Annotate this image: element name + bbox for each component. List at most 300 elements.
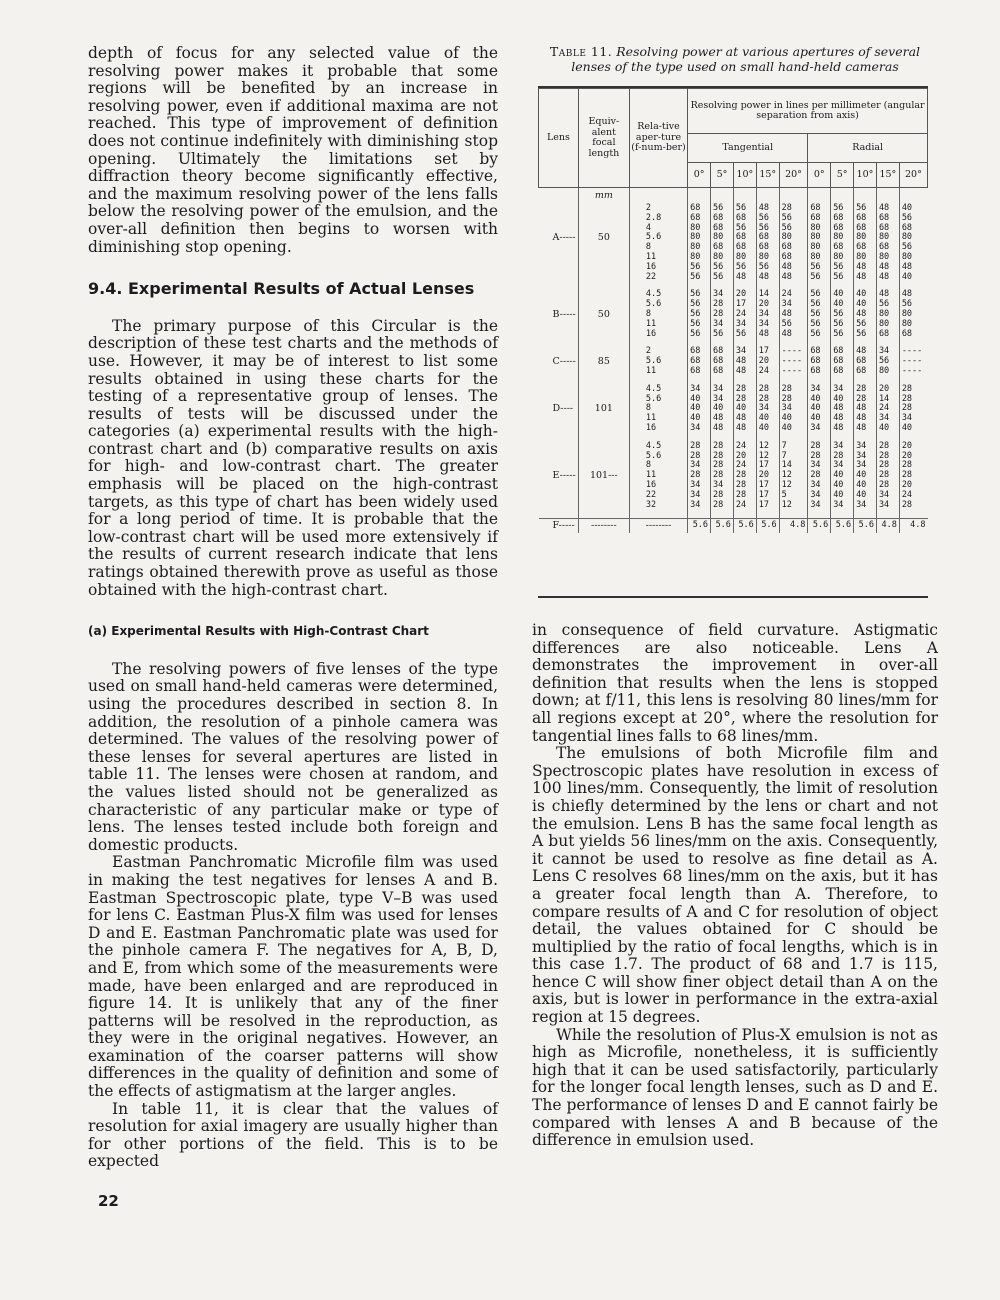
aperture-cell: 16 [629, 330, 687, 340]
value-cell: 34 [899, 414, 927, 424]
value-cell: 28 [899, 461, 927, 471]
value-cell: 7 [779, 452, 808, 462]
header-angle: 10° [854, 163, 877, 188]
value-cell: 68 [688, 347, 711, 357]
value-cell: 28 [711, 471, 734, 481]
value-cell: 56 [831, 320, 854, 330]
focal-length-cell [578, 290, 629, 300]
focal-length-cell [578, 442, 629, 452]
value-cell: 12 [756, 442, 779, 452]
value-cell: 28 [756, 395, 779, 405]
value-cell: 20 [733, 290, 756, 300]
value-cell: 24 [733, 461, 756, 471]
header-angle: 20° [779, 163, 808, 188]
value-cell: 34 [688, 385, 711, 395]
value-cell: 56 [733, 330, 756, 340]
value-cell: 40 [854, 481, 877, 491]
value-cell: 24 [779, 290, 808, 300]
value-cell: 48 [876, 273, 899, 283]
value-cell: 56 [808, 330, 831, 340]
table-row [539, 310, 928, 320]
value-cell: 56 [808, 310, 831, 320]
value-cell: 28 [779, 395, 808, 405]
value-cell: 28 [808, 442, 831, 452]
value-cell: 28 [779, 204, 808, 214]
value-cell: 68 [876, 224, 899, 234]
value-cell: 28 [688, 452, 711, 462]
value-cell: 56 [808, 320, 831, 330]
value-cell: ---- [899, 347, 927, 357]
value-cell: 34 [831, 501, 854, 511]
value-cell: 28 [899, 385, 927, 395]
lens-cell [539, 263, 579, 273]
value-cell: 34 [779, 404, 808, 414]
table-grid [538, 88, 928, 533]
lens-cell [539, 385, 579, 395]
value-cell: 17 [733, 300, 756, 310]
lens-cell [539, 481, 579, 491]
focal-length-cell [578, 263, 629, 273]
section-title: 9.4. Experimental Results of Actual Lenses [88, 279, 475, 299]
value-cell: 68 [831, 347, 854, 357]
value-cell: 40 [688, 414, 711, 424]
table-row [539, 491, 928, 501]
value-cell: 48 [779, 263, 808, 273]
value-cell: 34 [711, 290, 734, 300]
value-cell: 48 [854, 273, 877, 283]
value-cell: 34 [854, 442, 877, 452]
value-cell: 40 [854, 300, 877, 310]
value-cell: 34 [733, 320, 756, 330]
value-cell: 68 [808, 204, 831, 214]
value-cell: 56 [854, 204, 877, 214]
aperture-cell: 5.6 [629, 300, 687, 310]
header-angle: 10° [733, 163, 756, 188]
table-row [539, 300, 928, 310]
value-cell: 80 [688, 243, 711, 253]
value-cell: 48 [756, 273, 779, 283]
value-cell: 20 [899, 452, 927, 462]
value-cell: 56 [831, 204, 854, 214]
header-angle: 15° [876, 163, 899, 188]
value-cell: 34 [808, 501, 831, 511]
focal-length-cell [578, 481, 629, 491]
value-cell: 48 [779, 273, 808, 283]
value-cell: 68 [876, 243, 899, 253]
table-row [539, 320, 928, 330]
value-cell: 68 [854, 214, 877, 224]
value-cell: 17 [756, 347, 779, 357]
value-cell: 80 [831, 233, 854, 243]
value-cell: ---- [899, 357, 927, 367]
value-cell: 34 [831, 385, 854, 395]
value-cell: 48 [733, 273, 756, 283]
value-cell: 80 [899, 320, 927, 330]
value-cell: 48 [756, 330, 779, 340]
aperture-cell: 4.5 [629, 442, 687, 452]
value-cell: 56 [756, 263, 779, 273]
value-cell: 48 [831, 424, 854, 434]
value-cell: 34 [808, 481, 831, 491]
value-cell: 56 [876, 357, 899, 367]
lens-cell: C----- [552, 356, 576, 368]
value-cell: 4.8 [779, 519, 808, 534]
value-cell: 28 [899, 471, 927, 481]
value-cell: 80 [854, 253, 877, 263]
value-cell: 56 [899, 300, 927, 310]
lens-cell: E----- [552, 470, 576, 482]
value-cell: 56 [779, 320, 808, 330]
value-cell: 34 [779, 300, 808, 310]
value-cell: 56 [688, 310, 711, 320]
table-row [539, 424, 928, 434]
header-angle: 15° [756, 163, 779, 188]
paragraph-emulsion-resolution: The emulsions of both Microfile film and Spectroscopic plates have resolution in excess of 100 lines/mm. Consequently, the limit of resolution is chiefly determined by the lens or chart and not the emulsion. Lens B has the same focal length as A but yields 56 lines/mm on the axis. Consequently, it cannot be used to resolve as fine detail as A. Lens C resolves 68 lines/mm on the axis, but it has a greater focal length than A. Therefore, to compare results of A and C for resolution of object detail, the values obtained for C should be multiplied by the ratio of focal lengths, which is in this case 1.7. The product of 68 and 1.7 is 115, hence C will show finer object detail than A on the axis, but is lower in performance in the extra-axial region at 15 degrees. [532, 744, 938, 1027]
left-column [88, 45, 498, 1171]
value-cell: 34 [808, 461, 831, 471]
value-cell: 80 [808, 224, 831, 234]
aperture-cell: 11 [629, 367, 687, 377]
aperture-cell: 5.6 [629, 452, 687, 462]
value-cell: 34 [711, 481, 734, 491]
table-row [539, 367, 928, 377]
value-cell: 28 [779, 385, 808, 395]
value-cell: 34 [808, 491, 831, 501]
table-row [539, 224, 928, 234]
value-cell: 68 [831, 214, 854, 224]
value-cell: 56 [688, 290, 711, 300]
aperture-cell: 4.5 [629, 385, 687, 395]
aperture-cell: 5.6 [629, 233, 687, 243]
value-cell: 20 [876, 385, 899, 395]
focal-length-cell [578, 243, 629, 253]
aperture-cell: 2 [629, 204, 687, 214]
value-cell: 80 [688, 224, 711, 234]
lens-cell [539, 442, 579, 452]
value-cell: 80 [876, 233, 899, 243]
value-cell: 48 [779, 330, 808, 340]
value-cell: 17 [756, 501, 779, 511]
value-cell: 28 [831, 452, 854, 462]
value-cell: 68 [711, 367, 734, 377]
value-cell: ---- [779, 357, 808, 367]
value-cell: 28 [854, 395, 877, 405]
value-cell: 48 [899, 263, 927, 273]
value-cell: 56 [688, 300, 711, 310]
lens-cell [539, 290, 579, 300]
value-cell: 56 [854, 320, 877, 330]
paragraph-field-curvature: in consequence of field curvature. Astigmatic differences are also noticeable. Lens A demonstrates the improvement in over-all definition that results when the lens is stopped down; at f/11, this lens is resolving 80 lines/mm for all regions except at 20°, where the resolution for tangential lines falls to 68 lines/mm. [532, 621, 938, 745]
value-cell: 34 [688, 491, 711, 501]
paragraph-emulsions-used: Eastman Panchromatic Microfile film was used in making the test negatives for lenses A and B. Eastman Spectroscopic plate, type V–B was used for lens C. Eastman Plus-X film was used for lenses D and E. Eastman Panchromatic plate was used for the pinhole camera F. The negatives for A, B, D, and E, from which some of the measurements were made, have been enlarged and are reproduced in figure 14. It is unlikely that any of the finer patterns will be resolved in the reproduction, as they were in the original negatives. However, an examination of the coarser patterns will show differences in the quality of definition and some of the effects of astigmatism at the larger angles. [88, 853, 498, 1101]
focal-length-cell [578, 214, 629, 224]
value-cell: 17 [756, 481, 779, 491]
lens-cell [539, 501, 579, 511]
focal-length-cell: 101--- [578, 471, 629, 481]
value-cell: 5.6 [756, 519, 779, 534]
table-caption-label: Table 11. [549, 44, 613, 59]
value-cell: 56 [808, 273, 831, 283]
value-cell: 80 [876, 310, 899, 320]
value-cell: 40 [831, 395, 854, 405]
value-cell: 40 [756, 424, 779, 434]
value-cell: 48 [779, 310, 808, 320]
focal-length-cell: -------- [578, 519, 629, 534]
value-cell: 34 [688, 481, 711, 491]
lens-cell [539, 367, 579, 377]
lens-cell [539, 204, 579, 214]
value-cell: 48 [854, 263, 877, 273]
value-cell: 48 [733, 367, 756, 377]
value-cell: 12 [779, 471, 808, 481]
lens-cell [539, 414, 579, 424]
value-cell: 68 [854, 357, 877, 367]
table-caption [530, 44, 940, 74]
value-cell: 28 [876, 452, 899, 462]
value-cell: 40 [876, 424, 899, 434]
value-cell: 4.8 [876, 519, 899, 534]
lens-cell [539, 243, 579, 253]
aperture-cell: 16 [629, 424, 687, 434]
table-row [539, 204, 928, 214]
value-cell: 40 [831, 471, 854, 481]
focal-length-cell [578, 414, 629, 424]
value-cell: 48 [854, 404, 877, 414]
value-cell: 80 [808, 253, 831, 263]
focal-length-cell: 50 [578, 233, 629, 243]
lens-cell: F----- [539, 519, 579, 534]
header-angle: 0° [688, 163, 711, 188]
value-cell: 28 [688, 442, 711, 452]
value-cell: 28 [711, 461, 734, 471]
value-cell: 56 [876, 300, 899, 310]
value-cell: 4.8 [899, 519, 927, 534]
value-cell: 80 [711, 253, 734, 263]
value-cell: 28 [733, 385, 756, 395]
value-cell: 34 [831, 461, 854, 471]
value-cell: 48 [854, 414, 877, 424]
right-column [532, 622, 938, 1150]
table-row [539, 471, 928, 481]
value-cell: 5.6 [711, 519, 734, 534]
value-cell: 28 [876, 461, 899, 471]
value-cell: 68 [756, 243, 779, 253]
table-row [539, 385, 928, 395]
focal-length-cell: 85 [578, 357, 629, 367]
value-cell: 68 [779, 243, 808, 253]
unit-label: mm [578, 188, 629, 205]
value-cell: 80 [756, 253, 779, 263]
table-caption-text: Resolving power at various apertures of several lenses of the type used on small hand-held cameras [571, 44, 921, 74]
header-radial: Radial [808, 134, 928, 163]
focal-length-cell: 101 [578, 404, 629, 414]
value-cell: 80 [854, 233, 877, 243]
value-cell: 68 [876, 330, 899, 340]
value-cell: 68 [831, 367, 854, 377]
value-cell: 20 [756, 471, 779, 481]
value-cell: 48 [854, 310, 877, 320]
value-cell: 14 [756, 290, 779, 300]
value-cell: 34 [876, 501, 899, 511]
value-cell: 80 [808, 243, 831, 253]
aperture-cell: 16 [629, 481, 687, 491]
aperture-cell: 11 [629, 320, 687, 330]
value-cell: 28 [808, 452, 831, 462]
value-cell: 48 [711, 424, 734, 434]
value-cell: 28 [733, 395, 756, 405]
aperture-cell: 5.6 [629, 395, 687, 405]
value-cell: 34 [808, 385, 831, 395]
value-cell: 28 [711, 452, 734, 462]
value-cell: 34 [688, 424, 711, 434]
value-cell: 48 [831, 404, 854, 414]
focal-length-cell [578, 452, 629, 462]
paragraph-five-lenses: The resolving powers of five lenses of the type used on small hand-held cameras were determined, using the procedures described in section 8. In addition, the resolution of a pinhole camera was determined. The values of the resolving power of these lenses for several apertures are listed in table 11. The lenses were chosen at random, and the values listed should not be generalized as characteristic of any particular make or type of lens. The lenses tested include both foreign and domestic products. [88, 659, 498, 854]
value-cell: 28 [733, 491, 756, 501]
aperture-cell: 22 [629, 491, 687, 501]
value-cell: 68 [854, 224, 877, 234]
value-cell: 40 [831, 481, 854, 491]
value-cell: 34 [756, 404, 779, 414]
aperture-cell: 16 [629, 263, 687, 273]
value-cell: 56 [733, 224, 756, 234]
table-row [539, 404, 928, 414]
value-cell: 40 [688, 395, 711, 405]
header-angle: 20° [899, 163, 927, 188]
value-cell: 34 [688, 461, 711, 471]
value-cell: ---- [779, 367, 808, 377]
value-cell: 68 [831, 243, 854, 253]
value-cell: 24 [733, 442, 756, 452]
value-cell: 56 [831, 273, 854, 283]
value-cell: 68 [831, 224, 854, 234]
lens-cell: D---- [552, 403, 574, 415]
value-cell: 40 [899, 273, 927, 283]
table-row [539, 273, 928, 283]
value-cell: 24 [876, 404, 899, 414]
value-cell: 68 [808, 347, 831, 357]
value-cell: 68 [733, 214, 756, 224]
value-cell: 34 [711, 395, 734, 405]
value-cell: 7 [779, 442, 808, 452]
value-cell: 5 [779, 491, 808, 501]
value-cell: 28 [876, 442, 899, 452]
value-cell: 56 [733, 204, 756, 214]
page-number: 22 [98, 1192, 119, 1210]
lens-cell [539, 320, 579, 330]
value-cell: 20 [733, 452, 756, 462]
aperture-cell: 4.5 [629, 290, 687, 300]
value-cell: 68 [899, 330, 927, 340]
value-cell: 40 [733, 404, 756, 414]
aperture-cell: -------- [629, 519, 687, 534]
value-cell: 5.6 [808, 519, 831, 534]
aperture-cell: 2 [629, 347, 687, 357]
value-cell: 80 [899, 253, 927, 263]
value-cell: 68 [808, 357, 831, 367]
value-cell: 80 [876, 320, 899, 330]
value-cell: 17 [756, 461, 779, 471]
value-cell: 56 [854, 330, 877, 340]
paragraph-depth-of-focus: depth of focus for any selected value of the resolving power makes it probable that some regions will be benefited by an increase in resolving power, even if additional maxima are not reached. This type of improvement of definition does not continue indefinitely with diminishing stop opening. Ultimately the limitations set by diffraction theory become significantly effective, and the maximum resolving power of the lens falls below the resolving power of the emulsion, and the over-all definition then begins to worsen with diminishing stop opening. [88, 44, 498, 256]
aperture-cell: 8 [629, 461, 687, 471]
value-cell: 24 [899, 491, 927, 501]
value-cell: 56 [808, 290, 831, 300]
aperture-cell: 8 [629, 310, 687, 320]
value-cell: 40 [779, 414, 808, 424]
value-cell: 48 [733, 414, 756, 424]
value-cell: 14 [876, 395, 899, 405]
value-cell: 28 [733, 471, 756, 481]
table-row [539, 347, 928, 357]
value-cell: 40 [779, 424, 808, 434]
value-cell: 48 [733, 424, 756, 434]
value-cell: 68 [854, 243, 877, 253]
value-cell: 80 [733, 253, 756, 263]
value-cell: 56 [733, 263, 756, 273]
value-cell: 40 [808, 404, 831, 414]
value-cell: 56 [711, 263, 734, 273]
value-cell: 28 [899, 404, 927, 414]
value-cell: 56 [688, 263, 711, 273]
value-cell: 68 [711, 347, 734, 357]
focal-length-cell [578, 424, 629, 434]
value-cell: 28 [733, 481, 756, 491]
value-cell: 80 [831, 253, 854, 263]
value-cell: 56 [688, 273, 711, 283]
value-cell: 80 [899, 310, 927, 320]
table-row [539, 357, 928, 367]
paragraph-plus-x: While the resolution of Plus-X emulsion is not as high as Microfile, nonetheless, it is sufficiently high that it can be used satisfactorily, particularly for the longer focal length lenses, such as D and E. The performance of lenses D and E cannot fairly be compared with lenses A and B because of the difference in emulsion used. [532, 1025, 938, 1150]
aperture-cell: 22 [629, 273, 687, 283]
value-cell: 20 [756, 357, 779, 367]
value-cell: 40 [756, 414, 779, 424]
value-cell: 40 [808, 395, 831, 405]
table-row [539, 214, 928, 224]
value-cell: 12 [756, 452, 779, 462]
value-cell: 28 [711, 310, 734, 320]
value-cell: 28 [711, 300, 734, 310]
value-cell: 48 [854, 347, 877, 357]
table-row-pinhole [539, 519, 928, 534]
table-row [539, 290, 928, 300]
value-cell: 28 [899, 501, 927, 511]
value-cell: 28 [711, 442, 734, 452]
value-cell: 5.6 [854, 519, 877, 534]
value-cell: 48 [831, 414, 854, 424]
value-cell: 20 [899, 442, 927, 452]
header-focal-length: Equiv-alent focal length [578, 89, 629, 188]
value-cell: 24 [733, 310, 756, 320]
value-cell: 68 [711, 224, 734, 234]
value-cell: 56 [831, 263, 854, 273]
aperture-cell: 8 [629, 404, 687, 414]
lens-cell [539, 424, 579, 434]
value-cell: 17 [756, 491, 779, 501]
focal-length-cell [578, 385, 629, 395]
value-cell: 34 [688, 501, 711, 511]
value-cell: 68 [711, 243, 734, 253]
value-cell: 68 [876, 214, 899, 224]
value-cell: 80 [779, 233, 808, 243]
value-cell: 68 [733, 233, 756, 243]
value-cell: 28 [756, 385, 779, 395]
value-cell: 28 [899, 395, 927, 405]
value-cell: 34 [756, 310, 779, 320]
lens-cell [539, 214, 579, 224]
value-cell: 34 [711, 320, 734, 330]
value-cell: 56 [831, 310, 854, 320]
